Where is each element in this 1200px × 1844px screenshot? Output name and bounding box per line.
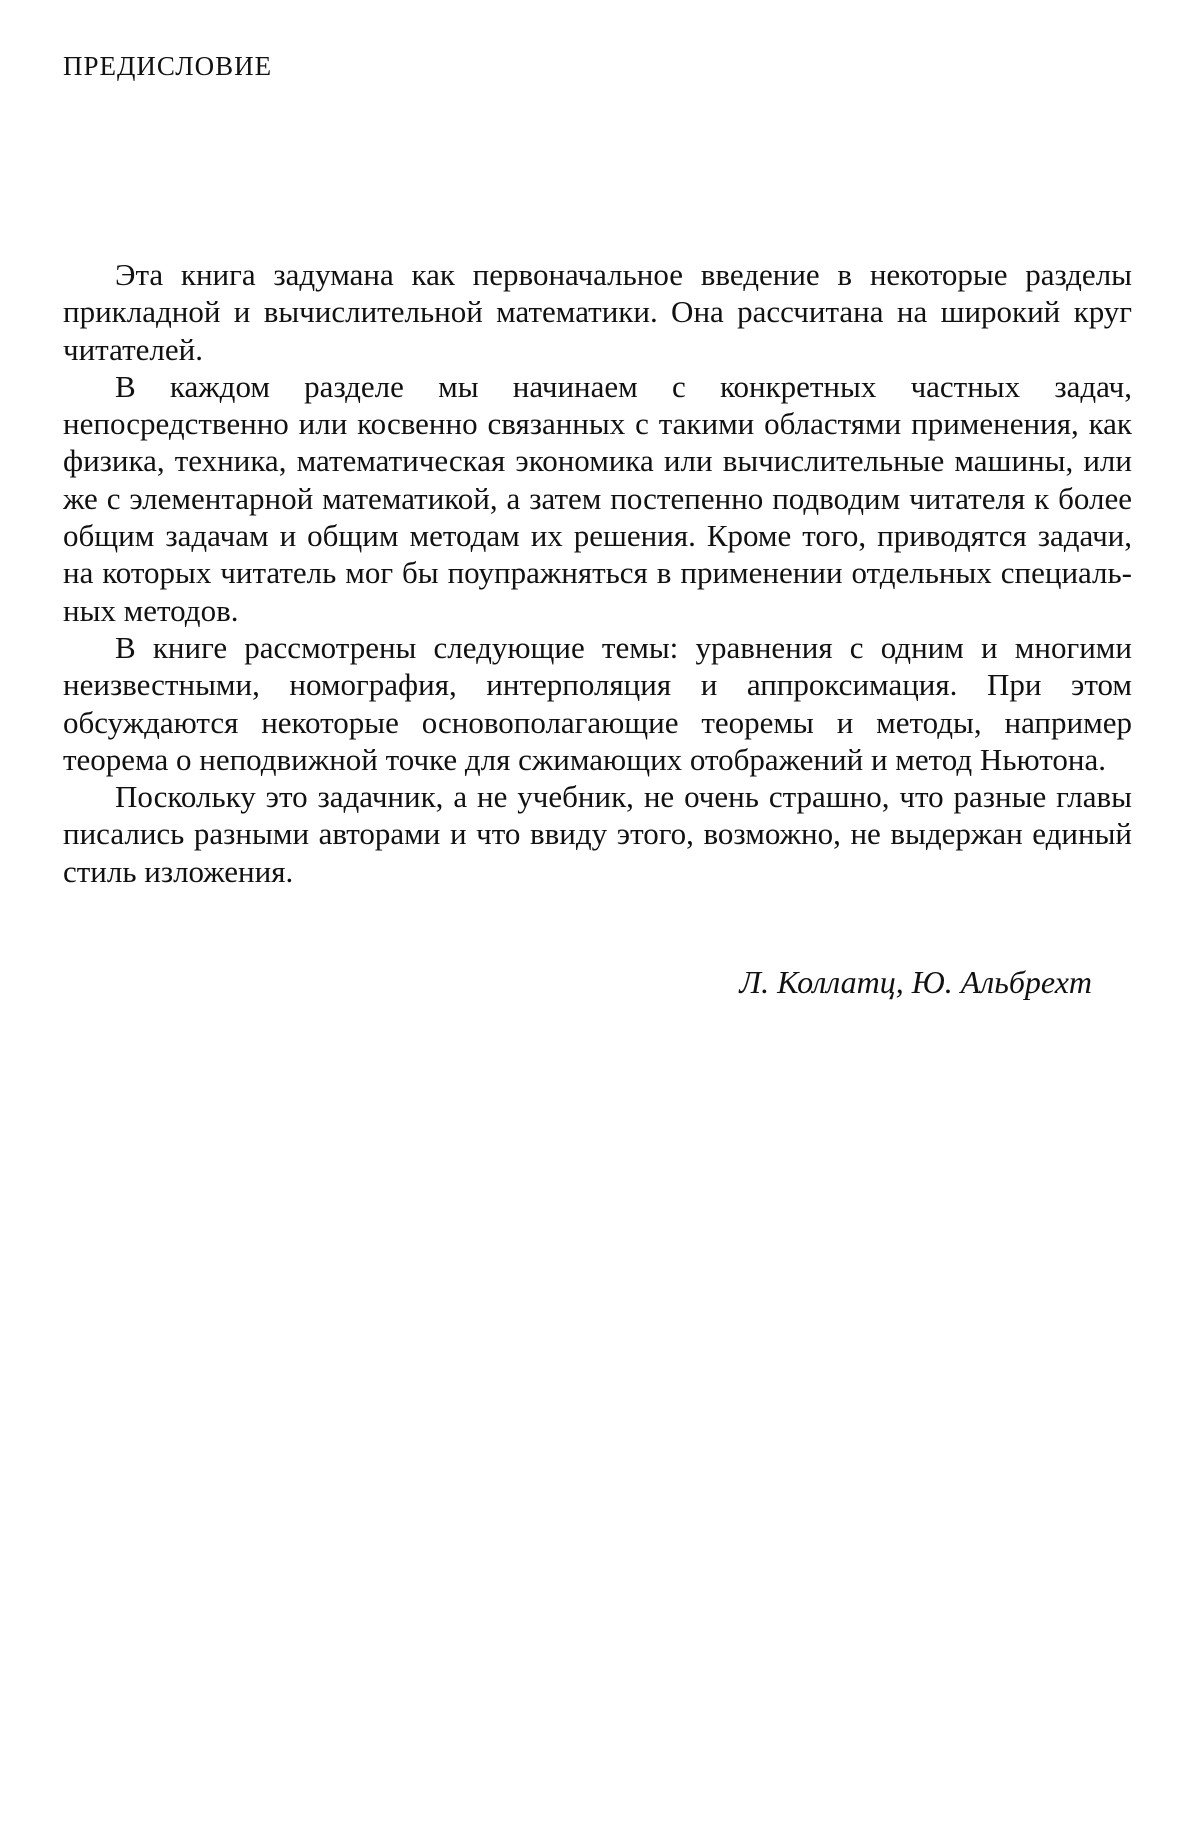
preface-body: [63, 256, 1132, 890]
paragraph-1: Эта книга задумана как первоначальное введение в некоторые разделы прикладной и вычислительной математики. Она рассчитана на широкий круг читателей.: [63, 257, 1132, 367]
paragraph-2: В каждом разделе мы начинаем с конкретных частных задач, непосредственно или косвенно связанных с такими областями применения, как физика, техника, математическая экономика или вычислительные машины, или же с элементарной математикой, а затем постепенно подводим читателя к более общим задачам и общим методам их решения. Кроме того, приводятся задачи, на которых читатель мог бы поупражняться в применении отдельных специальных методов.: [63, 368, 1132, 628]
paragraph-3: В книге рассмотрены следующие темы: уравнения с одним и многими неизвестными, номография, интерполяция и аппроксимация. При этом обсуждаются некоторые основополагающие теоремы и методы, например теорема о неподвижной точке для сжимающих отображений и метод Ньютона.: [63, 629, 1132, 777]
section-heading: ПРЕДИСЛОВИЕ: [63, 51, 273, 81]
paragraph-4: Поскольку это задачник, а не учебник, не очень страшно, что разные главы писались разными авторами и что ввиду этого, возможно, не выдержан единый стиль изложения.: [63, 779, 1132, 889]
author-signature: Л. Коллатц, Ю. Альбрехт: [739, 964, 1092, 1000]
